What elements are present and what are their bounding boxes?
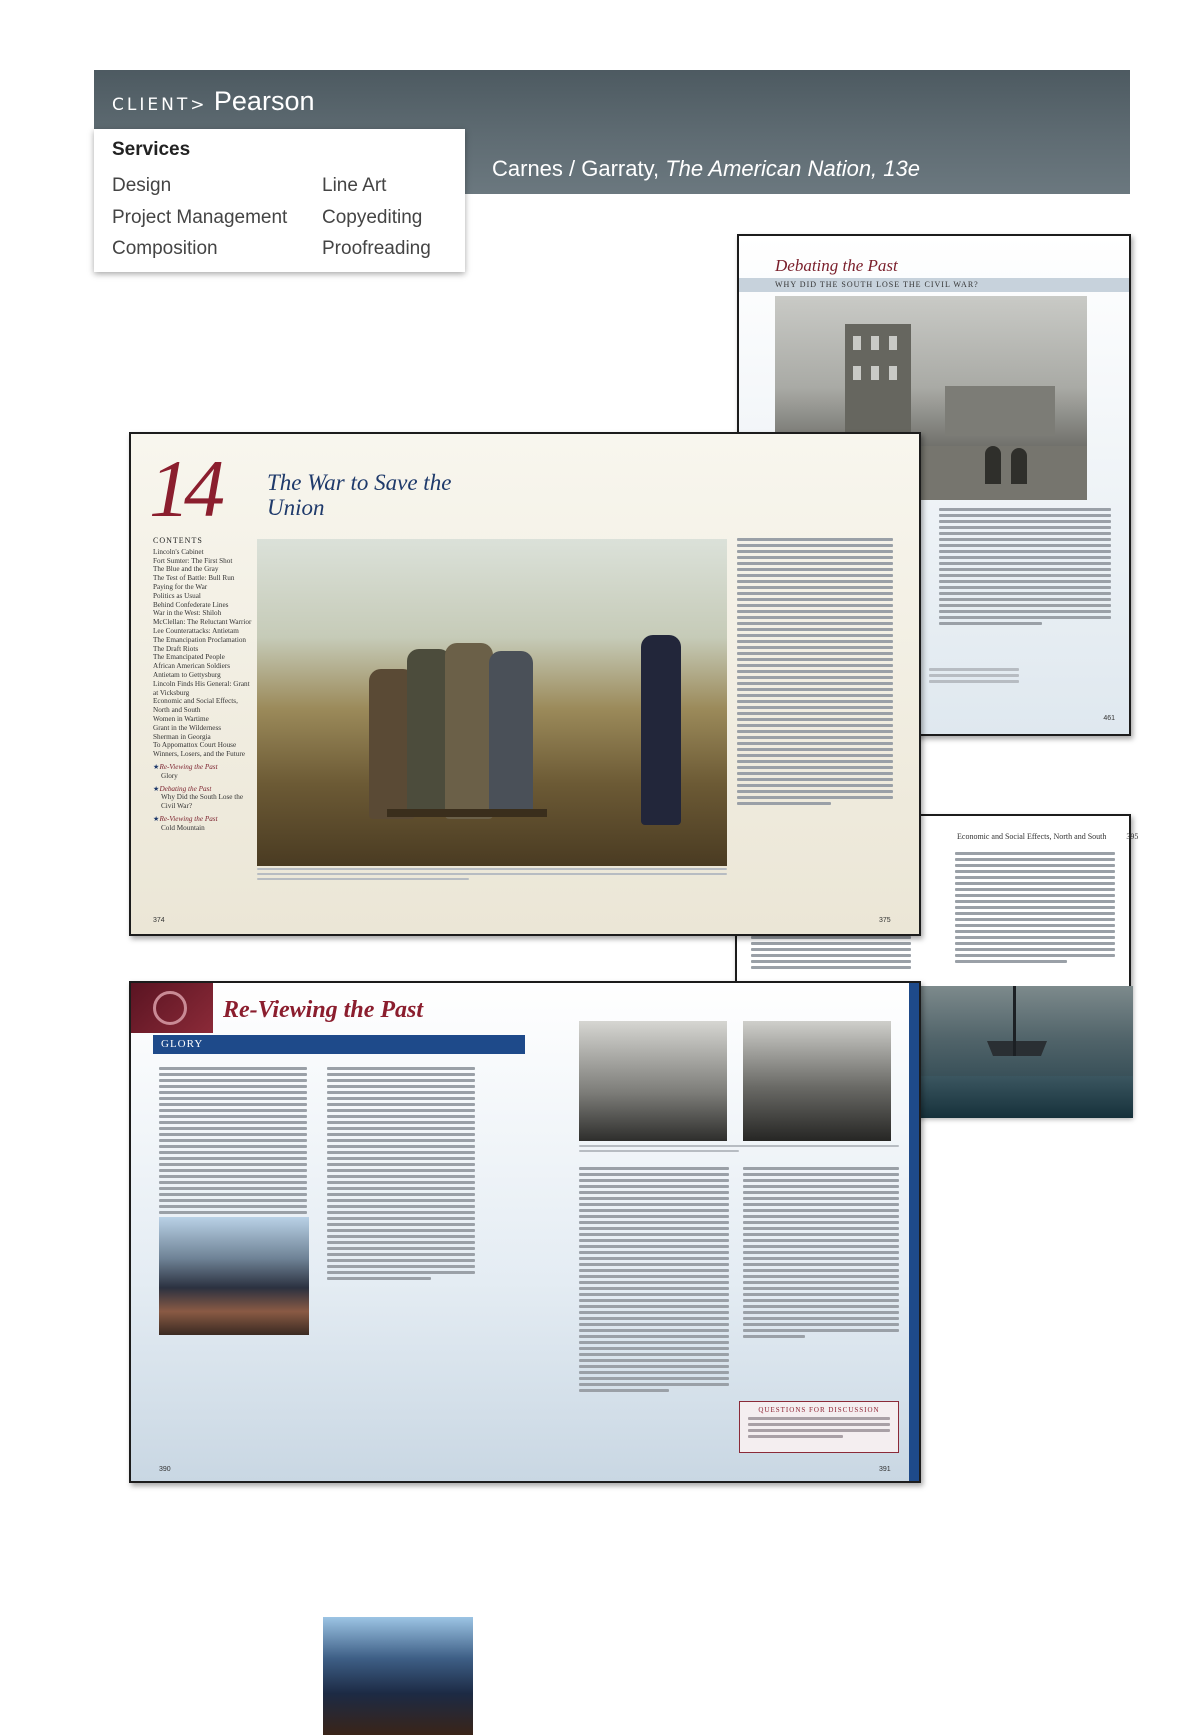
debating-subtitle-bar (739, 278, 1129, 292)
contents-item: Economic and Social Effects, North and South (153, 697, 238, 715)
service-item: Design (112, 175, 172, 196)
chapter-title: The War to Save the Union (267, 470, 452, 520)
section-title: GLORY (161, 1038, 204, 1050)
debating-subtitle: WHY DID THE SOUTH LOSE THE CIVIL WAR? (775, 280, 979, 289)
questions-box (739, 1401, 899, 1453)
econ-right-column (955, 852, 1115, 966)
services-card (94, 129, 465, 272)
contents-item: Sherman in Georgia (153, 732, 211, 741)
feature-item: ★ Re-Viewing the Past (153, 815, 253, 824)
feature-item: ★ Re-Viewing the Past (153, 763, 253, 772)
review-column-4 (743, 1167, 899, 1341)
page-edge-band (909, 983, 919, 1481)
contents-item: To Appomattox Court House (153, 741, 237, 750)
book-title: The American Nation, 13e (665, 156, 920, 181)
contents-item: Winners, Losers, and the Future (153, 750, 245, 759)
left-page-number: 374 (153, 917, 165, 924)
contents-item: The Blue and the Gray (153, 565, 219, 574)
service-item: Composition (112, 238, 218, 259)
book-authors: Carnes / Garraty, (492, 156, 660, 181)
contents-item: The Emancipated People (153, 653, 225, 662)
contents-item: The Test of Battle: Bull Run (153, 574, 235, 583)
contents-item: McClellan: The Reluctant Warrior (153, 618, 252, 627)
client-name: Pearson (213, 86, 315, 116)
review-column-3 (579, 1167, 729, 1395)
movie-still-soldiers (323, 1617, 473, 1735)
page-number: 395 (1126, 832, 1139, 841)
movie-still-officers (159, 1217, 309, 1335)
painting-caption (257, 868, 727, 883)
right-page-number: 391 (879, 1466, 891, 1473)
service-item: Copyediting (322, 206, 423, 228)
contents-item: The Emancipation Proclamation (153, 635, 247, 644)
contents-item: Behind Confederate Lines (153, 600, 229, 609)
feature-subtitle: Why Did the South Lose the Civil War? (161, 793, 244, 811)
chapter-number: 14 (149, 443, 219, 534)
client-label: CLIENT> (112, 95, 208, 115)
questions-title: QUESTIONS FOR DISCUSSION (758, 1406, 880, 1414)
left-page-number: 390 (159, 1466, 171, 1473)
running-head (957, 832, 1138, 841)
service-item: Project Management (112, 206, 288, 228)
spread-chapter-opener (129, 432, 921, 936)
contents-item: Women in Wartime (153, 714, 209, 723)
service-item: Line Art (322, 175, 387, 196)
contents-item: Lincoln Finds His General: Grant at Vicksburg (153, 679, 250, 697)
feature-subtitle: Cold Mountain (161, 823, 205, 832)
section-bar (153, 1035, 525, 1054)
contents-item: Lincoln's Cabinet (153, 547, 204, 556)
naval-battle-painting (917, 986, 1133, 1118)
right-page-number: 375 (879, 917, 891, 924)
service-item: Proofreading (322, 238, 431, 259)
book-line (492, 156, 920, 182)
contents-item: African American Soldiers (153, 662, 231, 671)
film-reel-emblem (131, 983, 213, 1033)
feature-item: ★ Debating the Past (153, 785, 253, 794)
contents-item: Antietam to Gettysburg (153, 670, 221, 679)
services-column-2 (322, 170, 431, 265)
contents-item: War in the West: Shiloh (153, 609, 222, 618)
feature-subtitle: Glory (161, 771, 178, 780)
contents-item: Fort Sumter: The First Shot (153, 556, 233, 565)
debating-source-notes (929, 668, 1019, 686)
prisoners-painting (257, 539, 727, 866)
debating-body-text (939, 508, 1111, 628)
debating-title: Debating the Past (775, 256, 898, 275)
contents-item: Lee Counterattacks: Antietam (153, 626, 239, 635)
contents-item: Paying for the War (153, 582, 208, 591)
page-number: 461 (1103, 715, 1115, 722)
contents-item: Grant in the Wilderness (153, 723, 222, 732)
portraits-caption (579, 1145, 899, 1155)
review-column-2 (327, 1067, 475, 1283)
spread-re-viewing-the-past (129, 981, 921, 1483)
contents-list (153, 548, 253, 759)
client-line (112, 86, 314, 117)
contents-item: Politics as Usual (153, 591, 201, 600)
running-head-text: Economic and Social Effects, North and South (957, 832, 1107, 841)
contents-heading: CONTENTS (153, 536, 203, 545)
chapter-opening-text (737, 538, 893, 808)
review-title: Re-Viewing the Past (223, 997, 424, 1023)
portrait-robert-gould-shaw (579, 1021, 727, 1141)
portrait-charles-fenton (743, 1021, 891, 1141)
contents-item: The Draft Riots (153, 644, 199, 653)
chapter-contents (153, 537, 253, 833)
services-column-1 (112, 170, 287, 265)
services-heading: Services (112, 139, 191, 160)
